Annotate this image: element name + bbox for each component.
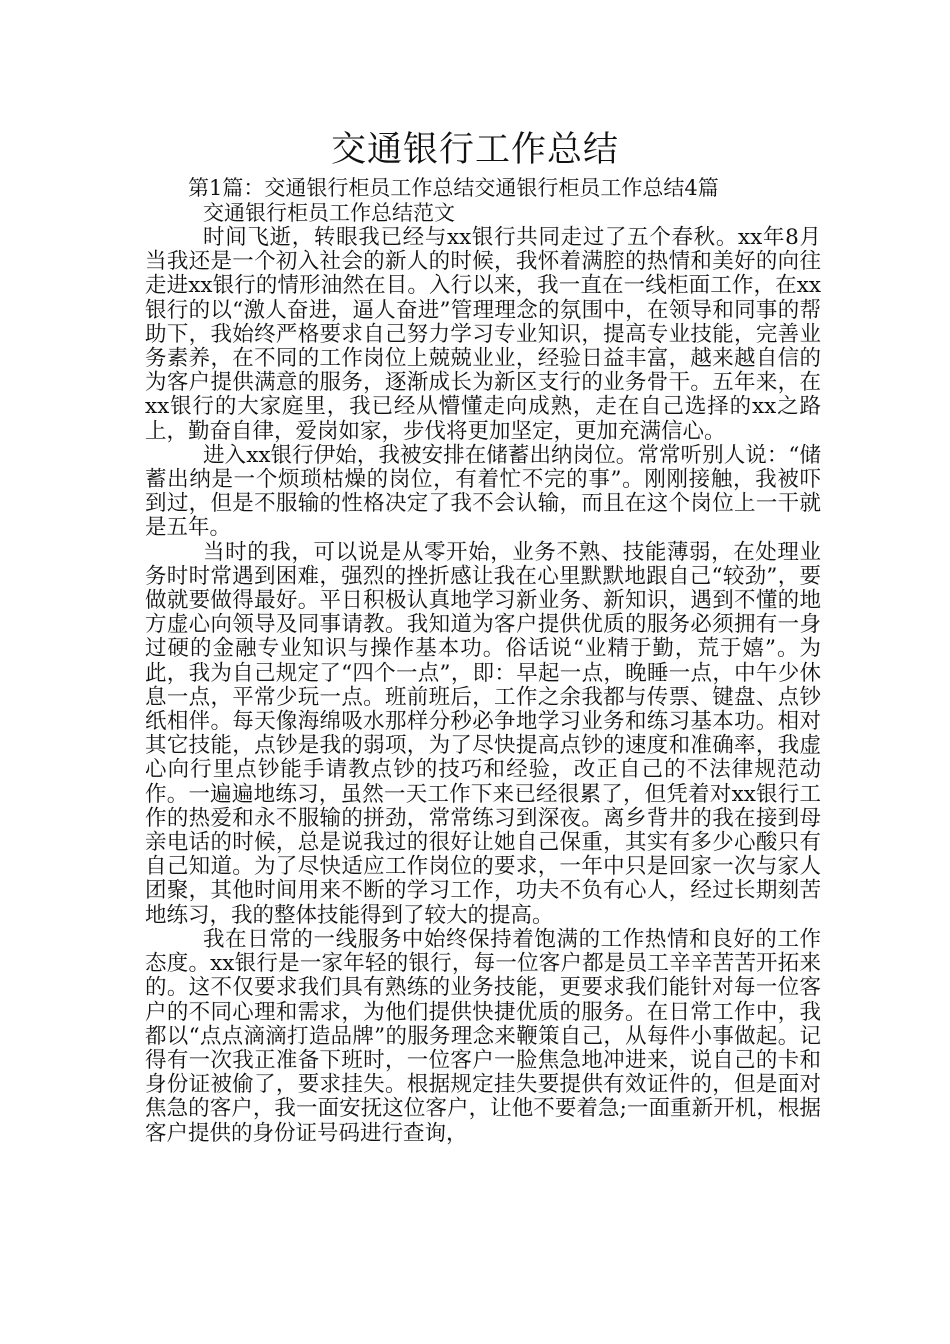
document-body bbox=[145, 226, 821, 1146]
body-paragraph: 时间飞逝，转眼我已经与xx银行共同走过了五个春秋。xx年8月当我还是一个初入社会的新人的时候，我怀着满腔的热情和美好的向往走进xx银行的情形油然在目。入行以来，我一直在一线柜面工作，在xx银行的以“激人奋进，逼人奋进”管理理念的氛围中，在领导和同事的帮助下，我始终严格要求自己努力学习专业知识，提高专业技能，完善业务素养，在不同的工作岗位上兢兢业业，经验日益丰富，越来越自信的为客户提供满意的服务，逐渐成长为新区支行的业务骨干。五年来，在xx银行的大家庭里，我已经从懵懂走向成熟，走在自己选择的xx之路上，勤奋自律，爱岗如家，步伐将更加坚定，更加充满信心。 bbox=[145, 225, 821, 444]
document-subheading: 交通银行柜员工作总结范文 bbox=[203, 201, 455, 225]
body-paragraph: 当时的我，可以说是从零开始，业务不熟、技能薄弱，在处理业务时时常遇到困难，强烈的挫折感让我在心里默默地跟自己“较劲”，要做就要做得最好。平日积极认真地学习新业务、新知识，遇到不懂的地方虚心向领导及同事请教。我知道为客户提供优质的服务必须拥有一身过硬的金融专业知识与操作基本功。俗话说“业精于勤，荒于嬉”。为此，我为自己规定了“四个一点”，即：早起一点，晚睡一点，中午少休息一点，平常少玩一点。班前班后，工作之余我都与传票、键盘、点钞纸相伴。每天像海绵吸水那样分秒必争地学习业务和练习基本功。相对其它技能，点钞是我的弱项，为了尽快提高点钞的速度和准确率，我虚心向行里点钞能手请教点钞的技巧和经验，改正自己的不法律规范动作。一遍遍地练习，虽然一天工作下来已经很累了，但凭着对xx银行工作的热爱和永不服输的拼劲，常常练习到深夜。离乡背井的我在接到母亲电话的时候，总是说我过的很好让她自己保重，其实有多少心酸只有自己知道。为了尽快适应工作岗位的要求，一年中只是回家一次与家人团聚，其他时间用来不断的学习工作，功夫不负有心人，经过长期刻苦地练习，我的整体技能得到了较大的提高。 bbox=[145, 539, 821, 928]
body-paragraph: 我在日常的一线服务中始终保持着饱满的工作热情和良好的工作态度。xx银行是一家年轻的银行，每一位客户都是员工辛辛苦苦开拓来的。这不仅要求我们具有熟练的业务技能，更要求我们能针对每一位客户的不同心理和需求，为他们提供快捷优质的服务。在日常工作中，我都以“点点滴滴打造品牌”的服务理念来鞭策自己，从每件小事做起。记得有一次我正准备下班时，一位客户一脸焦急地冲进来，说自己的卡和身份证被偷了，要求挂失。根据规定挂失要提供有效证件的，但是面对焦急的客户，我一面安抚这位客户，让他不要着急;一面重新开机，根据客户提供的身份证号码进行查询， bbox=[145, 926, 821, 1146]
document-title: 交通银行工作总结 bbox=[330, 130, 619, 170]
body-paragraph: 进入xx银行伊始，我被安排在储蓄出纳岗位。常常听别人说：“储蓄出纳是一个烦琐枯燥的岗位，有着忙不完的事”。刚刚接触，我被吓到过，但是不服输的性格决定了我不会认输，而且在这个岗位上一干就是五年。 bbox=[145, 442, 821, 541]
document-subtitle: 第1篇：交通银行柜员工作总结交通银行柜员工作总结4篇 bbox=[188, 176, 719, 200]
